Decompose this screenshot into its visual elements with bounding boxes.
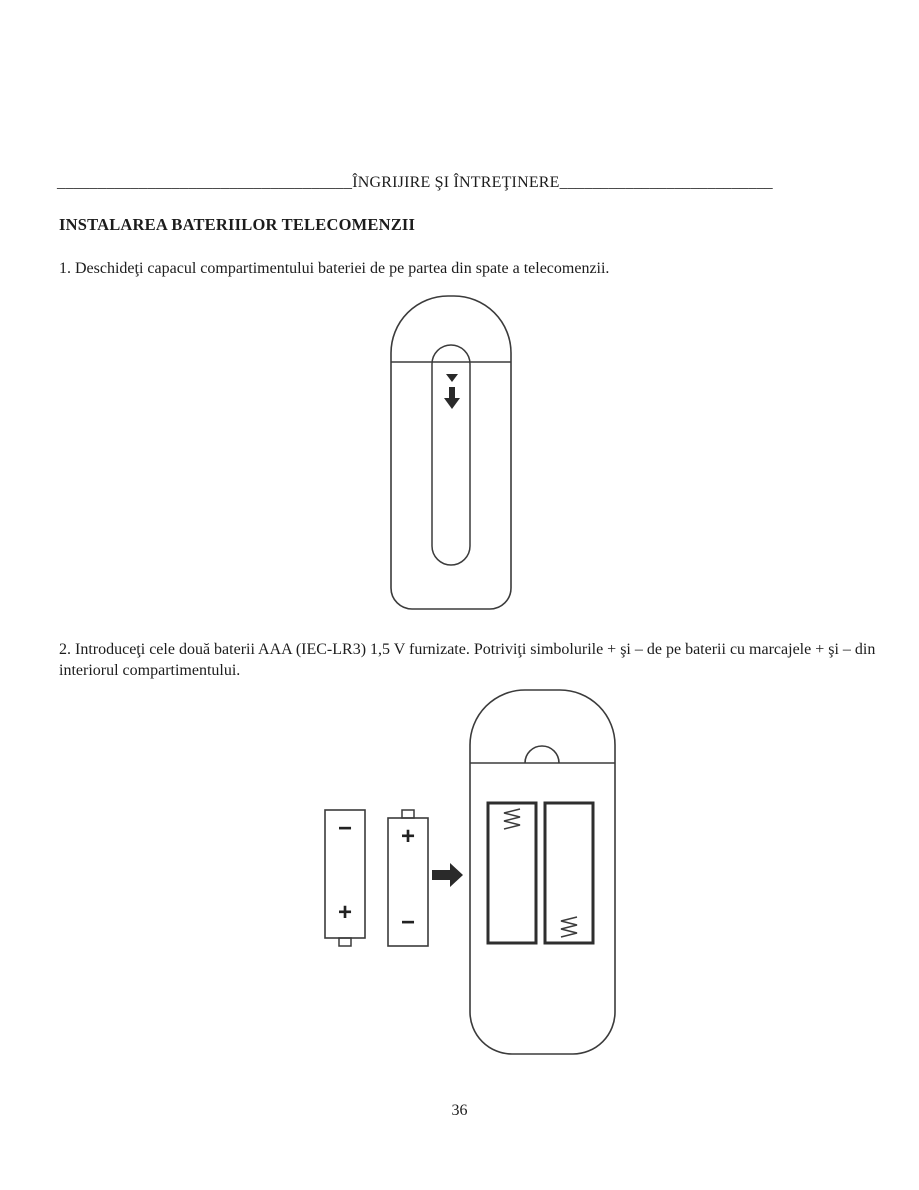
battery-right-top-symbol: + [400, 823, 416, 850]
battery-aaa-right [388, 810, 428, 946]
battery-slot-left [488, 803, 536, 943]
remote-front-figure [390, 295, 512, 611]
battery-slot-right [545, 803, 593, 943]
right-arrow-icon [432, 863, 463, 887]
header-title: ÎNGRIJIRE ŞI ÎNTREŢINERE [352, 174, 560, 191]
cover-notch [525, 746, 559, 763]
header-underline-right: __________________________ [559, 174, 773, 191]
header-underline-left: ____________________________________ [57, 174, 353, 191]
spring-icon-right [561, 917, 577, 937]
battery-left-bottom-symbol: + [337, 899, 353, 926]
battery-left-top-symbol: − [337, 815, 353, 842]
remote-outline [391, 296, 511, 609]
step-2-text: 2. Introduceţi cele două baterii AAA (IEC-LR3) 1,5 V furnizate. Potriviţi simbolurile + şi – de pe baterii cu marcajele + şi – din interiorul compartimentului. [59, 641, 876, 679]
step-1-text: 1. Deschideţi capacul compartimentului bateriei de pe partea din spate a telecomenzii. [59, 260, 610, 277]
page-header [57, 174, 773, 192]
page-number: 36 [451, 1102, 468, 1119]
battery-installation-figure [320, 686, 620, 1062]
down-arrow-icon [444, 387, 460, 409]
section-heading: INSTALAREA BATERIILOR TELECOMENZII [59, 215, 416, 234]
battery-aaa-left [325, 810, 365, 946]
spring-icon-left [504, 809, 520, 829]
remote-back [470, 690, 615, 1054]
slide-triangle-icon [446, 374, 458, 382]
battery-right-bottom-symbol: − [400, 909, 416, 936]
